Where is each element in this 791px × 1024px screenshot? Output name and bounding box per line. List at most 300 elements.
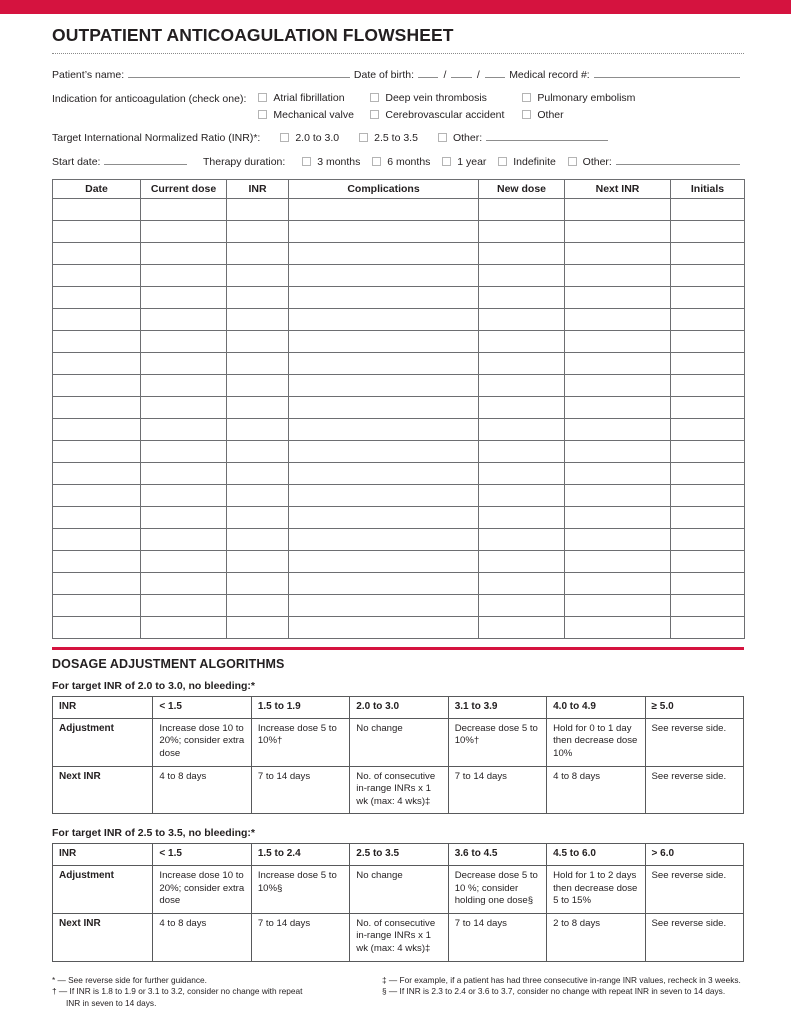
flowsheet-cell-date[interactable] [53, 529, 141, 551]
flowsheet-cell-new-dose[interactable] [479, 463, 565, 485]
footnote-section-sign: § — If INR is 2.3 to 2.4 or 3.6 to 3.7, consider no change with repeat INR in seven to 14 days. [382, 986, 726, 997]
cell: 7 to 14 days [251, 766, 349, 814]
flowsheet-cell-new-dose[interactable] [479, 551, 565, 573]
flowsheet-cell-date[interactable] [53, 419, 141, 441]
flowsheet-cell-new-dose[interactable] [479, 199, 565, 221]
algorithm-1-range-2: 2.0 to 3.0 [350, 697, 448, 719]
column-header-inr: INR [227, 180, 289, 199]
table-row [53, 595, 745, 617]
checkbox-inr-2-5-to-3-5[interactable] [359, 131, 418, 146]
algorithm-2-header-row [53, 844, 744, 866]
checkbox-label: 2.0 to 3.0 [295, 132, 340, 145]
checkbox-label: 3 months [317, 156, 361, 169]
mrn-input[interactable] [594, 68, 740, 78]
flowsheet-cell-inr[interactable] [227, 573, 289, 595]
flowsheet-cell-initials[interactable] [671, 331, 745, 353]
algorithm-2-row-adjustment [53, 866, 744, 914]
flowsheet-cell-date[interactable] [53, 375, 141, 397]
flowsheet-cell-initials[interactable] [671, 353, 745, 375]
flowsheet-cell-current-dose[interactable] [141, 551, 227, 573]
flowsheet-cell-inr[interactable] [227, 441, 289, 463]
flowsheet-cell-initials[interactable] [671, 199, 745, 221]
flowsheet-cell-date[interactable] [53, 617, 141, 639]
flowsheet-cell-inr[interactable] [227, 419, 289, 441]
checkbox-icon[interactable] [438, 133, 447, 142]
flowsheet-cell-current-dose[interactable] [141, 331, 227, 353]
indication-section [52, 92, 744, 121]
algorithm-1-range-0: < 1.5 [153, 697, 251, 719]
flowsheet-cell-inr[interactable] [227, 375, 289, 397]
flowsheet-header-row [53, 180, 745, 199]
flowsheet-cell-complications[interactable] [289, 375, 479, 397]
flowsheet-cell-initials[interactable] [671, 441, 745, 463]
dob-year-input[interactable] [485, 68, 505, 78]
flowsheet-cell-current-dose[interactable] [141, 287, 227, 309]
flowsheet-cell-date[interactable] [53, 199, 141, 221]
flowsheet-cell-initials[interactable] [671, 375, 745, 397]
flowsheet-cell-initials[interactable] [671, 529, 745, 551]
flowsheet-cell-inr[interactable] [227, 617, 289, 639]
checkbox-label: Mechanical valve [273, 109, 354, 122]
target-inr-label: Target International Normalized Ratio (INR)*: [52, 132, 261, 145]
flowsheet-cell-current-dose[interactable] [141, 617, 227, 639]
flowsheet-cell-next-inr[interactable] [565, 441, 671, 463]
flowsheet-cell-next-inr[interactable] [565, 353, 671, 375]
flowsheet-cell-current-dose[interactable] [141, 463, 227, 485]
flowsheet-table [52, 179, 745, 639]
flowsheet-cell-complications[interactable] [289, 199, 479, 221]
table-row [53, 551, 745, 573]
flowsheet-cell-new-dose[interactable] [479, 507, 565, 529]
row-label: Next INR [53, 766, 153, 814]
flowsheet-cell-next-inr[interactable] [565, 221, 671, 243]
table-row [53, 331, 745, 353]
flowsheet-cell-current-dose[interactable] [141, 397, 227, 419]
flowsheet-cell-complications[interactable] [289, 397, 479, 419]
checkbox-duration-6-months[interactable] [372, 155, 430, 170]
flowsheet-cell-next-inr[interactable] [565, 309, 671, 331]
flowsheet-cell-current-dose[interactable] [141, 199, 227, 221]
table-row [53, 485, 745, 507]
algorithm-2-range-3: 3.6 to 4.5 [448, 844, 546, 866]
cell: 4 to 8 days [547, 766, 645, 814]
flowsheet-cell-initials[interactable] [671, 617, 745, 639]
flowsheet-cell-current-dose[interactable] [141, 419, 227, 441]
flowsheet-cell-complications[interactable] [289, 441, 479, 463]
indication-label: Indication for anticoagulation (check one): [52, 93, 247, 106]
dob-slash-1: / [443, 69, 447, 82]
algorithm-2-row-next-inr [53, 913, 744, 961]
flowsheet-cell-current-dose[interactable] [141, 375, 227, 397]
table-row [53, 309, 745, 331]
checkbox-icon[interactable] [498, 157, 507, 166]
flowsheet-cell-new-dose[interactable] [479, 287, 565, 309]
cell: Decrease dose 5 to 10%† [448, 718, 546, 766]
flowsheet-cell-new-dose[interactable] [479, 353, 565, 375]
checkbox-icon[interactable] [258, 110, 267, 119]
cell: No. of consecutive in-range INRs x 1 wk (max: 4 wks)‡ [350, 913, 448, 961]
flowsheet-cell-inr[interactable] [227, 397, 289, 419]
flowsheet-cell-new-dose[interactable] [479, 221, 565, 243]
flowsheet-cell-inr[interactable] [227, 595, 289, 617]
cell: Hold for 1 to 2 days then decrease dose 5 to 15% [547, 866, 645, 914]
flowsheet-cell-next-inr[interactable] [565, 551, 671, 573]
flowsheet-cell-complications[interactable] [289, 265, 479, 287]
cell: No change [350, 718, 448, 766]
flowsheet-cell-initials[interactable] [671, 485, 745, 507]
checkbox-icon[interactable] [372, 157, 381, 166]
dob-label: Date of birth: [353, 69, 415, 82]
checkbox-label: Indefinite [513, 156, 556, 169]
footnote-dagger: † — If INR is 1.8 to 1.9 or 3.1 to 3.2, consider no change with repeat [52, 986, 303, 997]
flowsheet-cell-next-inr[interactable] [565, 243, 671, 265]
dob-slash-2: / [476, 69, 480, 82]
flowsheet-cell-date[interactable] [53, 551, 141, 573]
checkbox-label: 1 year [457, 156, 487, 169]
flowsheet-cell-complications[interactable] [289, 463, 479, 485]
flowsheet-cell-current-dose[interactable] [141, 441, 227, 463]
flowsheet-cell-date[interactable] [53, 397, 141, 419]
flowsheet-cell-inr[interactable] [227, 309, 289, 331]
flowsheet-cell-current-dose[interactable] [141, 243, 227, 265]
checkbox-atrial-fibrillation[interactable] [258, 92, 370, 104]
duration-label: Therapy duration: [203, 156, 286, 169]
checkbox-indication-other[interactable] [522, 109, 635, 121]
inr-other-input[interactable] [486, 131, 608, 141]
algorithm-2-range-2: 2.5 to 3.5 [350, 844, 448, 866]
flowsheet-cell-complications[interactable] [289, 287, 479, 309]
flowsheet-cell-initials[interactable] [671, 463, 745, 485]
flowsheet-cell-new-dose[interactable] [479, 441, 565, 463]
flowsheet-cell-date[interactable] [53, 353, 141, 375]
flowsheet-cell-initials[interactable] [671, 507, 745, 529]
flowsheet-cell-complications[interactable] [289, 573, 479, 595]
cell: 4 to 8 days [153, 766, 251, 814]
flowsheet-cell-current-dose[interactable] [141, 353, 227, 375]
checkbox-deep-vein-thrombosis[interactable] [370, 92, 522, 104]
flowsheet-cell-date[interactable] [53, 573, 141, 595]
table-row [53, 419, 745, 441]
checkbox-label: Other: [452, 132, 483, 145]
flowsheet-cell-complications[interactable] [289, 243, 479, 265]
target-inr-row [52, 131, 744, 146]
checkbox-duration-3-months[interactable] [302, 155, 360, 170]
flowsheet-cell-date[interactable] [53, 441, 141, 463]
checkbox-duration-indefinite[interactable] [498, 155, 556, 170]
algorithm-2-range-0: < 1.5 [153, 844, 251, 866]
flowsheet-cell-initials[interactable] [671, 551, 745, 573]
flowsheet-cell-initials[interactable] [671, 243, 745, 265]
checkbox-icon[interactable] [522, 93, 531, 102]
flowsheet-cell-new-dose[interactable] [479, 617, 565, 639]
table-row [53, 199, 745, 221]
footnote-dagger-cont: INR in seven to 14 days. [66, 997, 157, 1008]
flowsheet-cell-complications[interactable] [289, 529, 479, 551]
flowsheet-cell-date[interactable] [53, 243, 141, 265]
flowsheet-cell-date[interactable] [53, 331, 141, 353]
table-row [53, 221, 745, 243]
flowsheet-cell-date[interactable] [53, 595, 141, 617]
flowsheet-cell-next-inr[interactable] [565, 375, 671, 397]
flowsheet-cell-current-dose[interactable] [141, 595, 227, 617]
footnote-asterisk: * — See reverse side for further guidance. [52, 974, 207, 985]
flowsheet-cell-initials[interactable] [671, 221, 745, 243]
column-header-current-dose: Current dose [141, 180, 227, 199]
checkbox-label: 2.5 to 3.5 [374, 132, 418, 145]
algorithm-1-header-label: INR [53, 697, 153, 719]
flowsheet-cell-next-inr[interactable] [565, 397, 671, 419]
flowsheet-cell-new-dose[interactable] [479, 419, 565, 441]
table-row [53, 243, 745, 265]
flowsheet-cell-next-inr[interactable] [565, 265, 671, 287]
flowsheet-cell-initials[interactable] [671, 397, 745, 419]
column-header-new-dose: New dose [479, 180, 565, 199]
flowsheet-cell-inr[interactable] [227, 265, 289, 287]
checkbox-inr-other[interactable] [438, 131, 482, 146]
dob-day-input[interactable] [451, 68, 471, 78]
checkbox-icon[interactable] [302, 157, 311, 166]
flowsheet-cell-new-dose[interactable] [479, 375, 565, 397]
algorithm-1-row-adjustment [53, 718, 744, 766]
flowsheet-cell-inr[interactable] [227, 507, 289, 529]
patient-identity-row [52, 68, 744, 83]
flowsheet-cell-current-dose[interactable] [141, 507, 227, 529]
table-row [53, 463, 745, 485]
flowsheet-cell-complications[interactable] [289, 507, 479, 529]
flowsheet-cell-initials[interactable] [671, 595, 745, 617]
algorithm-1-range-3: 3.1 to 3.9 [448, 697, 546, 719]
flowsheet-cell-complications[interactable] [289, 353, 479, 375]
table-row [53, 441, 745, 463]
checkbox-icon[interactable] [258, 93, 267, 102]
algorithm-1-range-1: 1.5 to 1.9 [251, 697, 349, 719]
cell: 2 to 8 days [547, 913, 645, 961]
section-divider [52, 647, 744, 650]
page-title: OUTPATIENT ANTICOAGULATION FLOWSHEET [52, 25, 454, 45]
footnote-double-dagger: ‡ — For example, if a patient has had three consecutive in-range INR values, recheck in 3 weeks. [382, 974, 741, 985]
checkbox-icon[interactable] [280, 133, 289, 142]
flowsheet-cell-complications[interactable] [289, 309, 479, 331]
row-label: Adjustment [53, 866, 153, 914]
cell: No change [350, 866, 448, 914]
checkbox-mechanical-valve[interactable] [258, 109, 370, 121]
column-header-complications: Complications [289, 180, 479, 199]
checkbox-icon[interactable] [522, 110, 531, 119]
checkbox-label: 6 months [387, 156, 431, 169]
flowsheet-cell-new-dose[interactable] [479, 331, 565, 353]
patient-name-input[interactable] [128, 68, 350, 78]
flowsheet-cell-current-dose[interactable] [141, 485, 227, 507]
algorithm-caption-1: For target INR of 2.0 to 3.0, no bleeding:* [52, 680, 256, 693]
row-label: Adjustment [53, 718, 153, 766]
flowsheet-cell-next-inr[interactable] [565, 573, 671, 595]
flowsheet-cell-inr[interactable] [227, 199, 289, 221]
therapy-duration-row [52, 155, 744, 170]
algorithm-table-2 [52, 843, 744, 961]
footnotes-left-column [52, 975, 382, 1010]
checkbox-icon[interactable] [442, 157, 451, 166]
cell: Increase dose 10 to 20%; consider extra dose [153, 866, 251, 914]
checkbox-label: Atrial fibrillation [273, 92, 345, 105]
cell: 4 to 8 days [153, 913, 251, 961]
flowsheet-cell-initials[interactable] [671, 419, 745, 441]
cell: Increase dose 10 to 20%; consider extra dose [153, 718, 251, 766]
flowsheet-body [53, 199, 745, 639]
column-header-next-inr: Next INR [565, 180, 671, 199]
cell: Decrease dose 5 to 10 %; consider holding one dose§ [448, 866, 546, 914]
flowsheet-cell-next-inr[interactable] [565, 595, 671, 617]
flowsheet-cell-date[interactable] [53, 221, 141, 243]
cell: Hold for 0 to 1 day then decrease dose 10% [547, 718, 645, 766]
flowsheet-cell-date[interactable] [53, 463, 141, 485]
table-row [53, 529, 745, 551]
flowsheet-cell-inr[interactable] [227, 287, 289, 309]
table-row [53, 375, 745, 397]
column-header-initials: Initials [671, 180, 745, 199]
checkbox-label: Cerebrovascular accident [385, 109, 505, 122]
cell: Increase dose 5 to 10%§ [251, 866, 349, 914]
flowsheet-cell-new-dose[interactable] [479, 243, 565, 265]
footnotes-right-column [382, 975, 744, 1010]
flowsheet-cell-new-dose[interactable] [479, 485, 565, 507]
flowsheet-cell-new-dose[interactable] [479, 529, 565, 551]
checkbox-cerebrovascular-accident[interactable] [370, 109, 522, 121]
table-row [53, 507, 745, 529]
flowsheet-cell-initials[interactable] [671, 287, 745, 309]
table-row [53, 397, 745, 419]
checkbox-icon[interactable] [359, 133, 368, 142]
algorithm-table-1 [52, 696, 744, 814]
dob-month-input[interactable] [418, 68, 438, 78]
flowsheet-cell-initials[interactable] [671, 265, 745, 287]
cell: No. of consecutive in-range INRs x 1 wk (max: 4 wks)‡ [350, 766, 448, 814]
flowsheet-cell-inr[interactable] [227, 221, 289, 243]
algorithm-2-range-4: 4.5 to 6.0 [547, 844, 645, 866]
flowsheet-cell-initials[interactable] [671, 573, 745, 595]
flowsheet-cell-new-dose[interactable] [479, 573, 565, 595]
algorithm-1-range-5: ≥ 5.0 [645, 697, 743, 719]
flowsheet-cell-inr[interactable] [227, 529, 289, 551]
checkbox-duration-other[interactable] [568, 155, 612, 170]
column-header-date: Date [53, 180, 141, 199]
algorithm-2-range-1: 1.5 to 2.4 [251, 844, 349, 866]
flowsheet-cell-date[interactable] [53, 265, 141, 287]
flowsheet-cell-inr[interactable] [227, 243, 289, 265]
checkbox-icon[interactable] [568, 157, 577, 166]
start-date-label: Start date: [52, 156, 101, 169]
flowsheet-cell-complications[interactable] [289, 595, 479, 617]
flowsheet-cell-date[interactable] [53, 309, 141, 331]
flowsheet-cell-next-inr[interactable] [565, 331, 671, 353]
mrn-label: Medical record #: [509, 69, 590, 82]
flowsheet-cell-current-dose[interactable] [141, 309, 227, 331]
flowsheet-cell-next-inr[interactable] [565, 463, 671, 485]
flowsheet-cell-current-dose[interactable] [141, 221, 227, 243]
flowsheet-cell-date[interactable] [53, 485, 141, 507]
flowsheet-cell-next-inr[interactable] [565, 419, 671, 441]
flowsheet-cell-complications[interactable] [289, 221, 479, 243]
flowsheet-cell-new-dose[interactable] [479, 265, 565, 287]
cell: See reverse side. [645, 766, 743, 814]
table-row [53, 573, 745, 595]
checkbox-inr-2-0-to-3-0[interactable] [280, 131, 339, 146]
cell: Increase dose 5 to 10%† [251, 718, 349, 766]
checkbox-icon[interactable] [370, 93, 379, 102]
flowsheet-cell-complications[interactable] [289, 419, 479, 441]
duration-other-input[interactable] [616, 155, 740, 165]
flowsheet-cell-new-dose[interactable] [479, 309, 565, 331]
cell: See reverse side. [645, 913, 743, 961]
flowsheet-cell-next-inr[interactable] [565, 485, 671, 507]
algorithm-2-header-label: INR [53, 844, 153, 866]
cell: 7 to 14 days [251, 913, 349, 961]
cell: See reverse side. [645, 718, 743, 766]
flowsheet-cell-current-dose[interactable] [141, 529, 227, 551]
flowsheet-cell-initials[interactable] [671, 309, 745, 331]
indication-options [258, 92, 635, 121]
algorithm-1-header-row [53, 697, 744, 719]
flowsheet-cell-current-dose[interactable] [141, 573, 227, 595]
flowsheet-cell-next-inr[interactable] [565, 199, 671, 221]
cell: 7 to 14 days [448, 913, 546, 961]
flowsheet-cell-complications[interactable] [289, 551, 479, 573]
checkbox-icon[interactable] [370, 110, 379, 119]
flowsheet-cell-next-inr[interactable] [565, 617, 671, 639]
checkbox-label: Deep vein thrombosis [385, 92, 487, 105]
table-row [53, 353, 745, 375]
table-row [53, 287, 745, 309]
row-label: Next INR [53, 913, 153, 961]
flowsheet-cell-inr[interactable] [227, 463, 289, 485]
footnotes [52, 975, 744, 1010]
flowsheet-cell-next-inr[interactable] [565, 507, 671, 529]
checkbox-label: Other [537, 109, 564, 122]
form-content [52, 26, 744, 1009]
top-accent-bar [0, 0, 791, 14]
start-date-input[interactable] [104, 155, 187, 165]
flowsheet-cell-current-dose[interactable] [141, 265, 227, 287]
cell: 7 to 14 days [448, 766, 546, 814]
checkbox-label: Pulmonary embolism [537, 92, 636, 105]
table-row [53, 617, 745, 639]
flowsheet-cell-inr[interactable] [227, 485, 289, 507]
title-divider [52, 53, 744, 54]
algorithm-1-range-4: 4.0 to 4.9 [547, 697, 645, 719]
checkbox-label: Other: [582, 156, 612, 169]
flowsheet-cell-complications[interactable] [289, 331, 479, 353]
flowsheet-cell-complications[interactable] [289, 617, 479, 639]
table-row [53, 265, 745, 287]
patient-name-label: Patient’s name: [52, 69, 125, 82]
checkbox-duration-1-year[interactable] [442, 155, 486, 170]
flowsheet-cell-inr[interactable] [227, 331, 289, 353]
flowsheet-cell-date[interactable] [53, 507, 141, 529]
flowsheet-cell-new-dose[interactable] [479, 397, 565, 419]
flowsheet-cell-next-inr[interactable] [565, 287, 671, 309]
cell: See reverse side. [645, 866, 743, 914]
dosage-section-title: DOSAGE ADJUSTMENT ALGORITHMS [52, 657, 285, 672]
flowsheet-cell-inr[interactable] [227, 551, 289, 573]
flowsheet-cell-complications[interactable] [289, 485, 479, 507]
flowsheet-cell-date[interactable] [53, 287, 141, 309]
algorithm-caption-2: For target INR of 2.5 to 3.5, no bleeding:* [52, 827, 256, 840]
flowsheet-cell-next-inr[interactable] [565, 529, 671, 551]
checkbox-pulmonary-embolism[interactable] [522, 92, 635, 104]
flowsheet-cell-new-dose[interactable] [479, 595, 565, 617]
flowsheet-cell-inr[interactable] [227, 353, 289, 375]
algorithm-1-row-next-inr [53, 766, 744, 814]
algorithm-2-range-5: > 6.0 [645, 844, 743, 866]
